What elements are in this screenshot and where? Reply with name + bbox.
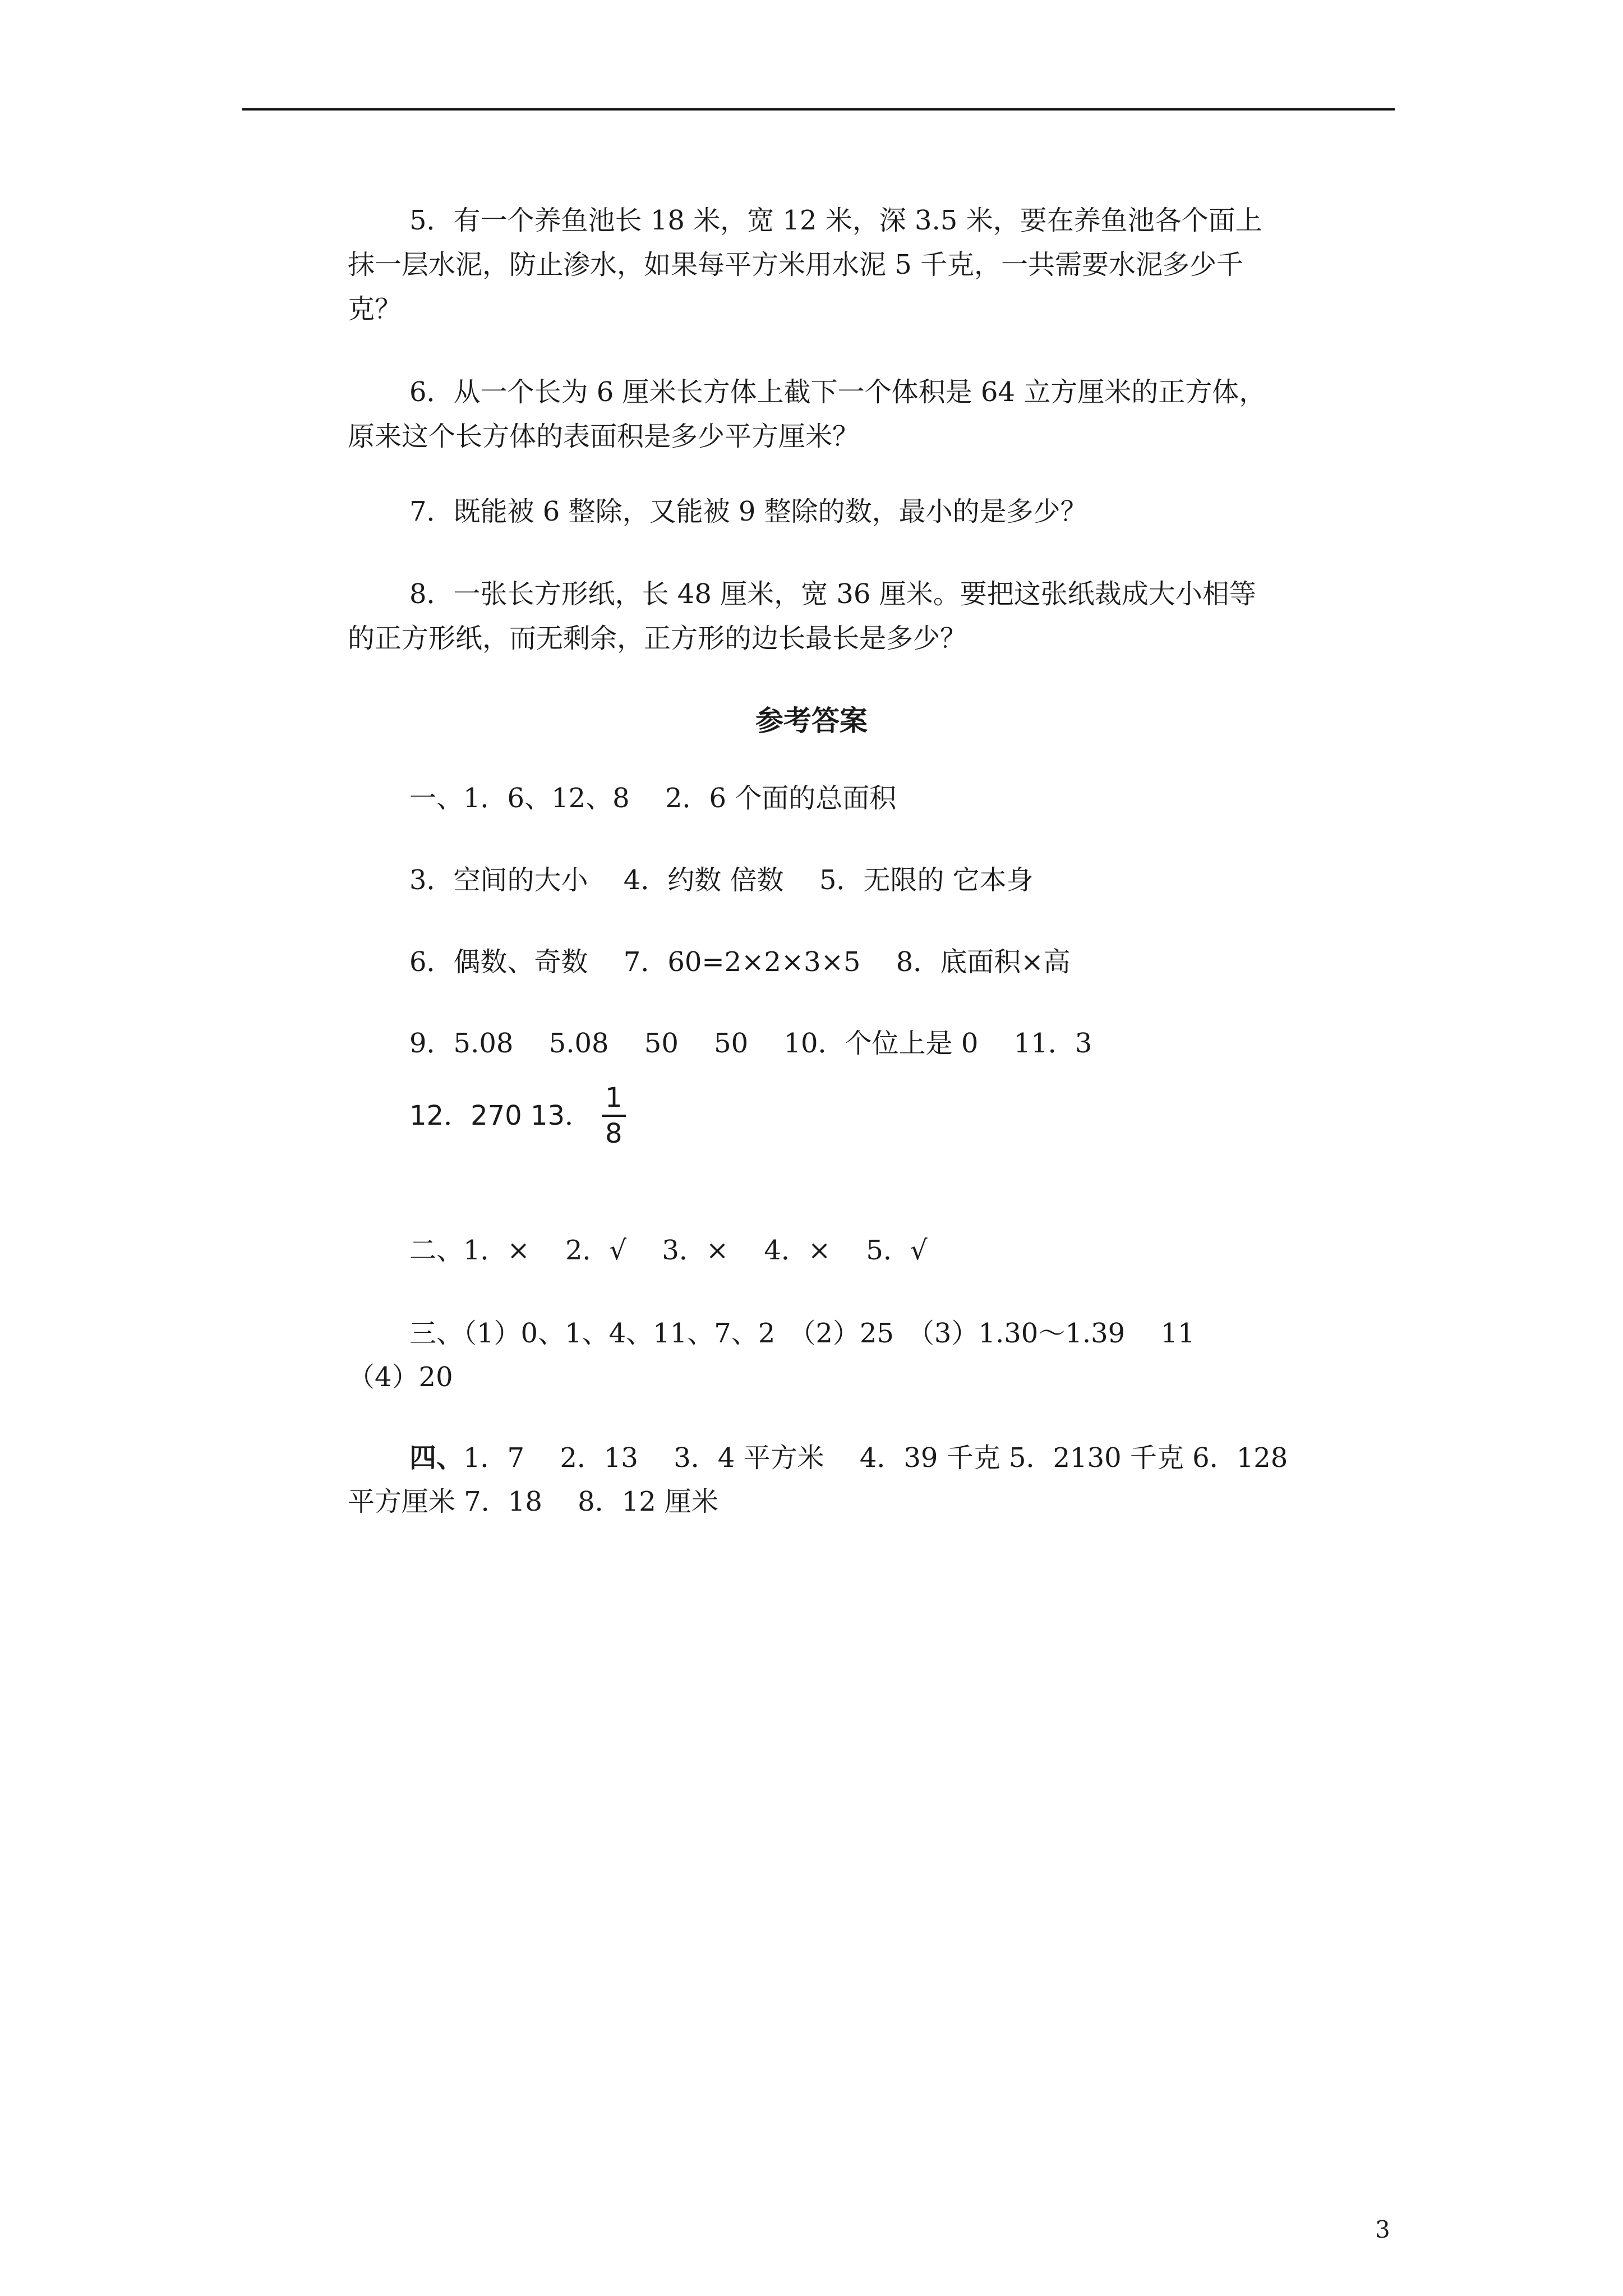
question-5-line-1: 5．有一个养鱼池长 18 米，宽 12 米，深 3.5 米，要在养鱼池各个面上	[409, 205, 1262, 236]
fraction-one-eighth	[602, 1081, 626, 1151]
fraction-denominator: 8	[605, 1118, 623, 1149]
answers-part-1-line-4: 9．5.08 5.08 50 50 10．个位上是 0 11．3	[409, 1028, 1092, 1059]
answers-part-2-line-1: 二、1．× 2．√ 3．× 4．× 5．√	[409, 1235, 928, 1266]
answers-part-1-line-3: 6．偶数、奇数 7．60=2×2×3×5 8．底面积×高	[409, 946, 1071, 978]
header-rule	[242, 108, 1395, 111]
answers-part-1-line-2: 3．空间的大小 4．约数 倍数 5．无限的 它本身	[409, 864, 1034, 896]
answers-part-4-line-1	[409, 1436, 1288, 1480]
answers-part-1-line-1: 一、1．6、12、8 2．6 个面的总面积	[409, 783, 897, 814]
question-5-line-3: 克？	[348, 293, 402, 325]
question-6-line-2: 原来这个长方体的表面积是多少平方厘米？	[348, 421, 860, 452]
question-8-line-2: 的正方形纸，而无剩余，正方形的边长最长是多少？	[348, 623, 967, 654]
question-5-line-2: 抹一层水泥，防止渗水，如果每平方米用水泥 5 千克，一共需要水泥多少千	[348, 249, 1244, 280]
answers-part-4-line-2: 平方厘米 7．18 8．12 厘米	[348, 1486, 719, 1517]
answers-part-3-line-1: 三、（1）0、1、4、11、7、2 （2）25 （3）1.30～1.39 11	[409, 1318, 1195, 1349]
answers-part-3-line-2: （4）20	[348, 1361, 453, 1393]
answers-part-4-line-1-text: 1．7 2．13 3．4 平方米 4．39 千克 5．2130 千克 6．128	[463, 1442, 1288, 1474]
answers-title: 参考答案	[755, 705, 868, 737]
answers-part-1-line-5-prefix: 12．270 13．	[409, 1100, 592, 1131]
question-7-line-1: 7．既能被 6 整除，又能被 9 整除的数，最小的是多少？	[409, 496, 1087, 527]
question-6-line-1: 6．从一个长为 6 厘米长方体上截下一个体积是 64 立方厘米的正方体，	[409, 376, 1266, 408]
page-number: 3	[1375, 2216, 1390, 2243]
question-8-line-1: 8．一张长方形纸，长 48 厘米，宽 36 厘米。要把这张纸裁成大小相等	[409, 578, 1256, 610]
answers-part-1-line-5	[409, 1079, 626, 1152]
answers-part-4-label: 四、	[409, 1442, 464, 1474]
fraction-numerator: 1	[602, 1081, 626, 1117]
